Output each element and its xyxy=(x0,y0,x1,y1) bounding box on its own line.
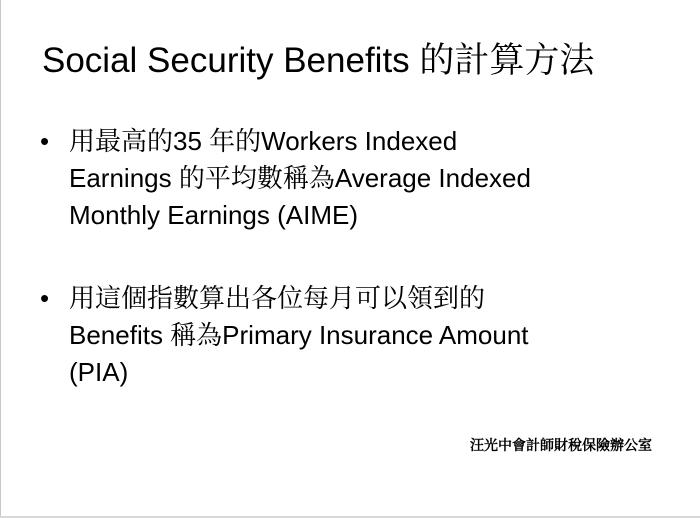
bullet-line: Earnings 的平均數稱為Average Indexed xyxy=(69,163,531,193)
bullet-line: 用最高的35 年的Workers Indexed xyxy=(69,126,458,156)
slide-title: Social Security Benefits 的計算方法 xyxy=(42,41,595,80)
bullet-line: Benefits 稱為Primary Insurance Amount xyxy=(69,320,529,350)
bullet-text xyxy=(69,280,660,391)
slide-left-border xyxy=(0,0,1,518)
bullet-marker: • xyxy=(40,283,50,313)
bullet-line: Monthly Earnings (AIME) xyxy=(69,200,358,230)
bullet-text xyxy=(69,123,660,234)
footer-firm-name: 汪光中會計師財稅保險辦公室 xyxy=(470,437,652,453)
bullet-marker: • xyxy=(40,126,50,156)
bullet-line: 用這個指數算出各位每月可以領到的 xyxy=(69,283,486,313)
bullet-line: (PIA) xyxy=(69,357,129,387)
